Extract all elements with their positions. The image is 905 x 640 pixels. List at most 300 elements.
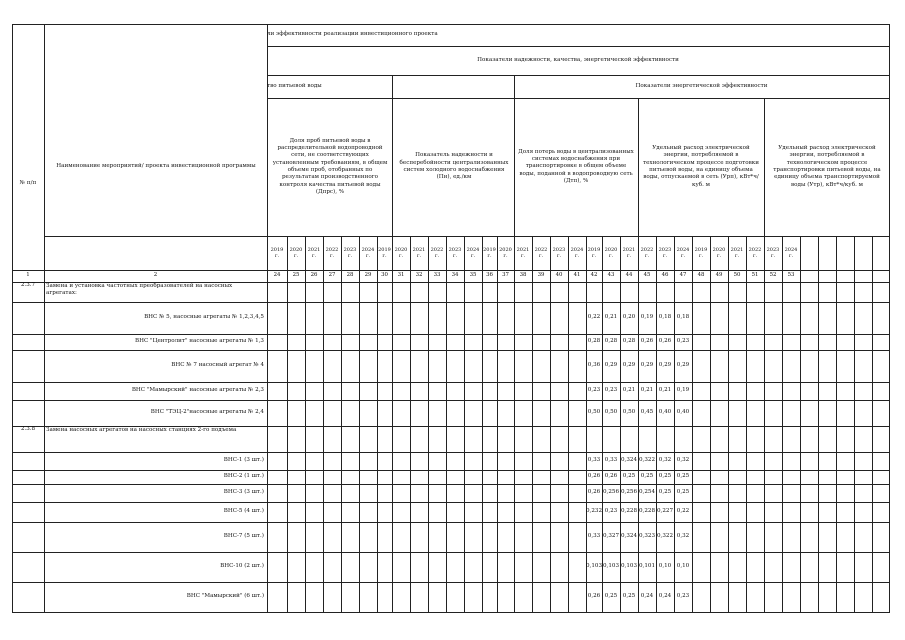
number-cell-text: 36 — [486, 272, 493, 279]
year-cell — [377, 238, 392, 268]
value-cell — [620, 334, 638, 350]
number-cell-text: 45 — [643, 272, 651, 279]
year-suffix: г. — [311, 253, 317, 259]
row-name — [46, 582, 264, 612]
number-cell-text: 37 — [502, 272, 509, 279]
row-name — [46, 552, 264, 582]
year-cell — [446, 238, 464, 268]
year-rule — [287, 236, 288, 613]
value-cell-text: 0,25 — [622, 593, 636, 600]
row-num — [12, 400, 44, 426]
number-cell-text: 47 — [679, 272, 687, 279]
year-cell — [764, 238, 782, 268]
col-quality-heading — [270, 100, 390, 234]
year-cell — [410, 238, 428, 268]
value-cell — [674, 582, 692, 612]
value-cell-text: 0,28 — [622, 338, 636, 345]
row-name — [46, 470, 264, 484]
value-cell — [620, 302, 638, 334]
value-cell — [656, 452, 674, 470]
year-rule — [692, 236, 693, 613]
year-suffix: г. — [626, 253, 632, 259]
year-cell — [746, 238, 764, 268]
number-cell-text: 40 — [555, 272, 563, 279]
value-cell — [656, 334, 674, 350]
value-cell — [674, 334, 692, 350]
year-rule — [800, 236, 801, 613]
row-name-text: ВНС-5 (4 шт.) — [223, 508, 264, 515]
year-cell — [620, 238, 638, 268]
value-cell-text: 0,23 — [604, 387, 618, 394]
year-cell-text: 2019 — [483, 246, 496, 253]
row-name-text: Замена и установка частотных преобразователей на насосных агрегатах: — [46, 283, 233, 297]
year-cell-text: 2023 — [343, 246, 357, 253]
value-cell-text: 0,25 — [622, 473, 636, 480]
number-cell — [656, 270, 674, 282]
row-name-text: ВНС-3 (3 шт.) — [223, 489, 264, 496]
year-cell — [341, 238, 359, 268]
value-cell-text: 0,24 — [640, 593, 654, 600]
value-cell — [674, 522, 692, 552]
row-name-text: ВНС-10 (2 шт.) — [220, 563, 264, 570]
row-num — [12, 484, 44, 502]
year-suffix: г. — [538, 253, 544, 259]
value-cell — [602, 452, 620, 470]
year-rule — [746, 236, 747, 613]
value-cell-text: 0,26 — [587, 489, 601, 496]
year-cell-text: 2022 — [640, 246, 654, 253]
year-suffix: г. — [680, 253, 686, 259]
value-cell — [638, 382, 656, 400]
value-cell — [656, 522, 674, 552]
year-rule — [359, 236, 360, 613]
row-num — [12, 350, 44, 382]
value-cell — [656, 382, 674, 400]
year-cell-text: 2023 — [766, 246, 780, 253]
year-suffix: г. — [382, 253, 387, 259]
value-cell-text: 0,28 — [604, 338, 618, 345]
row-name-text: ВНС "ТЭЦ-2"насосные агрегаты № 2,4 — [150, 409, 264, 416]
table-top-rule — [12, 24, 890, 25]
value-cell — [638, 350, 656, 382]
value-cell-text: 0,21 — [640, 387, 654, 394]
year-cell — [514, 238, 532, 268]
number-cell-text: 28 — [346, 272, 354, 279]
value-cell-text: 0,20 — [622, 314, 636, 321]
number-cell-text: 48 — [697, 272, 705, 279]
value-cell — [674, 452, 692, 470]
year-cell — [482, 238, 497, 268]
year-rule — [341, 236, 342, 613]
year-cell — [728, 238, 746, 268]
value-cell — [620, 382, 638, 400]
year-cell-text: 2022 — [534, 246, 548, 253]
value-cell-text: 0,19 — [676, 387, 690, 394]
value-cell — [656, 502, 674, 522]
row-num — [12, 334, 44, 350]
value-cell — [638, 484, 656, 502]
value-cell-text: 0,23 — [604, 508, 618, 515]
value-cell — [602, 522, 620, 552]
col-quality-heading-text: Доля проб питьевой воды в распределительной водопроводной сети, не соответствующих установленным требованиям, в общем объеме проб, отобранных по результатам производственного контроля качества питьевой воды (Дпрс), % — [272, 137, 388, 195]
column-rule — [267, 24, 268, 613]
year-suffix: г. — [716, 253, 722, 259]
value-cell-text: 0,36 — [587, 362, 601, 369]
year-cell — [674, 238, 692, 268]
value-cell-text: 0,101 — [638, 563, 655, 570]
row-name-text: ВНС-7 (5 шт.) — [223, 533, 264, 540]
value-cell-text: 0,32 — [676, 533, 690, 540]
value-cell-text: 0,25 — [658, 473, 672, 480]
number-cell-text: 30 — [381, 272, 388, 279]
year-suffix: г. — [503, 253, 508, 259]
year-rule — [818, 236, 819, 613]
value-cell — [674, 484, 692, 502]
year-suffix: г. — [608, 253, 614, 259]
year-cell — [267, 238, 287, 268]
value-cell-text: 0,103 — [620, 563, 637, 570]
year-rule — [532, 236, 533, 613]
year-suffix: г. — [293, 253, 299, 259]
row-num — [12, 552, 44, 582]
year-cell-text: 2019 — [694, 246, 708, 253]
year-cell — [656, 238, 674, 268]
number-cell-text: 53 — [787, 272, 795, 279]
number-cell-text: 41 — [573, 272, 581, 279]
number-cell-text: 49 — [715, 272, 723, 279]
year-suffix: г. — [662, 253, 668, 259]
value-cell-text: 0,254 — [638, 489, 655, 496]
value-cell-text: 0,25 — [676, 489, 690, 496]
number-cell — [482, 270, 497, 282]
value-cell-text: 0,324 — [620, 533, 637, 540]
value-cell-text: 0,26 — [658, 338, 672, 345]
col-name-heading — [56, 98, 256, 236]
value-cell-text: 0,33 — [587, 533, 601, 540]
number-cell-text: 31 — [397, 272, 405, 279]
value-cell-text: 0,103 — [602, 563, 619, 570]
row-name-text: Замена насосных агрегатов на насосных станциях 2-го подъема — [46, 427, 237, 433]
year-suffix: г. — [734, 253, 740, 259]
number-cell — [710, 270, 728, 282]
value-cell-text: 0,232 — [586, 508, 602, 515]
year-suffix: г. — [520, 253, 526, 259]
value-cell-text: 0,32 — [676, 457, 690, 464]
value-cell-text: 0,29 — [640, 362, 654, 369]
row-name — [46, 502, 264, 522]
year-cell-text: 2020 — [712, 246, 726, 253]
value-cell — [602, 382, 620, 400]
value-cell — [586, 400, 602, 426]
value-cell — [638, 502, 656, 522]
top-title — [267, 27, 597, 43]
number-cell — [392, 270, 410, 282]
quality-title-text: тво питьевой воды — [267, 83, 322, 90]
year-cell-text: 2023 — [552, 246, 566, 253]
year-cell-text: 2021 — [730, 246, 744, 253]
value-cell — [656, 350, 674, 382]
number-cell-text: 29 — [364, 272, 372, 279]
year-suffix: г. — [752, 253, 758, 259]
value-cell — [620, 522, 638, 552]
year-cell-text: 2024 — [570, 246, 584, 253]
value-cell-text: 0,103 — [586, 563, 602, 570]
year-cell — [428, 238, 446, 268]
column-rule — [764, 98, 765, 613]
value-cell — [586, 470, 602, 484]
value-cell — [674, 302, 692, 334]
row-num — [12, 502, 44, 522]
value-cell-text: 0,29 — [658, 362, 672, 369]
row-num — [12, 582, 44, 612]
value-cell-text: 0,24 — [658, 593, 672, 600]
value-cell-text: 0,324 — [620, 457, 637, 464]
number-cell-text: 34 — [451, 272, 459, 279]
value-cell-text: 0,25 — [676, 473, 690, 480]
number-cell-text: 39 — [537, 272, 545, 279]
column-rule — [514, 75, 515, 613]
year-rule — [854, 236, 855, 613]
value-cell-text: 0,25 — [658, 489, 672, 496]
number-cell — [410, 270, 428, 282]
number-cell — [568, 270, 586, 282]
col-reliability-heading-text: Показатель надежности и бесперебойности централизованных систем холодного водоснабжения (Пн), ед./км — [399, 152, 509, 181]
value-cell — [602, 502, 620, 522]
column-rule — [44, 24, 45, 613]
row-num-text: 2.3.7 — [20, 282, 36, 288]
number-cell-text: 43 — [607, 272, 615, 279]
value-cell — [638, 552, 656, 582]
year-cell — [782, 238, 800, 268]
number-cell-text: 32 — [415, 272, 423, 279]
value-cell — [586, 302, 602, 334]
number-cell-text: 33 — [433, 272, 441, 279]
row-name — [46, 522, 264, 552]
number-cell-text: 42 — [590, 272, 598, 279]
number-cell-text: 50 — [733, 272, 741, 279]
col-energy-prep-heading-text: Удельный расход электрической энергии, потребляемой в технологическом процессе подготовки питьевой воды, на единицу объема воды, отпускаемой в сеть (Урп), кВт*ч/куб. м — [643, 145, 759, 188]
year-cell — [692, 238, 710, 268]
value-cell — [620, 350, 638, 382]
value-cell — [674, 350, 692, 382]
value-cell — [586, 452, 602, 470]
year-suffix: г. — [470, 253, 476, 259]
value-cell-text: 0,26 — [640, 338, 654, 345]
number-cell — [746, 270, 764, 282]
number-cell — [44, 270, 267, 282]
year-suffix: г. — [770, 253, 776, 259]
value-cell — [620, 484, 638, 502]
value-cell — [602, 334, 620, 350]
value-cell-text: 0,10 — [658, 563, 672, 570]
value-cell-text: 0,256 — [620, 489, 637, 496]
row-num — [12, 382, 44, 400]
value-cell — [586, 502, 602, 522]
number-cell-text: 1 — [26, 272, 30, 279]
number-cell — [12, 270, 44, 282]
value-cell — [586, 582, 602, 612]
year-suffix: г. — [434, 253, 440, 259]
number-cell — [497, 270, 514, 282]
year-rule — [497, 236, 498, 613]
value-cell-text: 0,323 — [638, 533, 655, 540]
row-name — [46, 350, 264, 382]
value-cell-text: 0,322 — [656, 533, 673, 540]
number-cell — [550, 270, 568, 282]
year-cell-text: 2024 — [676, 246, 690, 253]
number-cell — [692, 270, 710, 282]
year-cell-text: 2020 — [499, 246, 512, 253]
value-cell-text: 0,33 — [604, 457, 618, 464]
row-num — [12, 426, 44, 452]
year-rule — [410, 236, 411, 613]
year-rule — [305, 236, 306, 613]
value-cell-text: 0,28 — [587, 338, 601, 345]
value-cell — [638, 334, 656, 350]
number-cell-text: 2 — [153, 272, 158, 279]
year-rule — [550, 236, 551, 613]
number-cell-text: 51 — [751, 272, 759, 279]
col-losses-heading — [518, 100, 634, 234]
number-cell — [359, 270, 377, 282]
row-name — [46, 452, 264, 470]
value-cell-text: 0,21 — [604, 314, 618, 321]
year-cell — [464, 238, 482, 268]
value-cell — [586, 382, 602, 400]
value-cell — [656, 484, 674, 502]
year-suffix: г. — [452, 253, 458, 259]
year-suffix: г. — [574, 253, 580, 259]
row-name-text: ВНС "Мамырский" насосные агрегаты № 2,3 — [131, 387, 264, 394]
number-cell — [586, 270, 602, 282]
value-cell-text: 0,29 — [622, 362, 636, 369]
energy-title-text: Показатели энергетической эффективности — [635, 83, 768, 90]
row-name-text: ВНС-1 (3 шт.) — [223, 457, 264, 464]
row-name — [46, 484, 264, 502]
value-cell-text: 0,256 — [602, 489, 619, 496]
value-cell — [620, 470, 638, 484]
col-energy-transport-heading — [768, 100, 886, 234]
value-cell-text: 0,26 — [587, 593, 601, 600]
year-cell — [287, 238, 305, 268]
year-cell — [305, 238, 323, 268]
value-cell — [602, 350, 620, 382]
value-cell — [620, 400, 638, 426]
row-name — [46, 283, 264, 302]
number-cell-text: 38 — [519, 272, 527, 279]
row-name-text: ВНС "Центролит" насосные агрегаты № 1,3 — [135, 338, 264, 345]
row-name-text: ВНС № 7 насосный агрегат № 4 — [171, 362, 264, 369]
value-cell — [674, 382, 692, 400]
number-cell — [514, 270, 532, 282]
year-rule — [482, 236, 483, 613]
row-name-text: ВНС "Мамырский" (6 шт.) — [186, 593, 264, 600]
value-cell-text: 0,21 — [658, 387, 672, 394]
value-cell-text: 0,50 — [604, 409, 618, 416]
value-cell — [638, 470, 656, 484]
year-suffix: г. — [698, 253, 704, 259]
value-cell — [674, 502, 692, 522]
year-cell — [532, 238, 550, 268]
number-cell — [764, 270, 782, 282]
value-cell-text: 0,26 — [587, 473, 601, 480]
row-name-text: ВНС-2 (1 шт.) — [223, 473, 264, 480]
value-cell-text: 0,29 — [676, 362, 690, 369]
number-cell-text: 24 — [273, 272, 281, 279]
number-cell — [267, 270, 287, 282]
value-cell-text: 0,23 — [587, 387, 601, 394]
year-suffix: г. — [347, 253, 353, 259]
year-suffix: г. — [329, 253, 335, 259]
value-cell-text: 0,29 — [604, 362, 618, 369]
value-cell — [674, 400, 692, 426]
header-rule — [267, 98, 890, 99]
row-num — [12, 452, 44, 470]
year-suffix: г. — [487, 253, 492, 259]
value-cell — [638, 302, 656, 334]
year-suffix: г. — [556, 253, 562, 259]
value-cell — [620, 582, 638, 612]
year-suffix: г. — [416, 253, 422, 259]
year-cell — [568, 238, 586, 268]
year-cell — [602, 238, 620, 268]
year-cell-text: 2022 — [748, 246, 762, 253]
value-cell — [586, 552, 602, 582]
year-cell-text: 2023 — [658, 246, 672, 253]
year-cell — [638, 238, 656, 268]
value-cell-text: 0,22 — [676, 508, 690, 515]
year-cell — [392, 238, 410, 268]
row-name — [46, 427, 264, 452]
number-cell-text: 35 — [469, 272, 477, 279]
value-cell — [586, 350, 602, 382]
value-cell — [656, 400, 674, 426]
year-cell — [497, 238, 514, 268]
row-name — [46, 334, 264, 350]
year-rule — [377, 236, 378, 613]
number-cell — [728, 270, 746, 282]
energy-title — [514, 78, 889, 96]
year-cell-text: 2024 — [466, 246, 480, 253]
year-cell-text: 2021 — [622, 246, 636, 253]
value-cell-text: 0,22 — [587, 314, 601, 321]
col-energy-prep-heading — [642, 100, 760, 234]
year-cell-text: 2019 — [378, 246, 391, 253]
number-cell — [287, 270, 305, 282]
value-cell — [656, 302, 674, 334]
year-cell-text: 2022 — [430, 246, 444, 253]
value-cell — [620, 452, 638, 470]
value-cell — [638, 452, 656, 470]
value-cell-text: 0,18 — [676, 314, 690, 321]
col-losses-heading-text: Доля потерь воды в централизованных системах водоснабжения при транспортировке в общем объеме воды, поданной в водопроводную сеть (Дтп), % — [518, 148, 634, 184]
year-suffix: г. — [365, 253, 371, 259]
year-cell-text: 2024 — [784, 246, 798, 253]
value-cell-text: 0,23 — [676, 593, 690, 600]
year-cell — [586, 238, 602, 268]
year-cell-text: 2022 — [325, 246, 339, 253]
year-suffix: г. — [274, 253, 280, 259]
header-rule — [267, 46, 890, 47]
value-cell — [674, 470, 692, 484]
year-suffix: г. — [591, 253, 597, 259]
col-energy-transport-heading-text: Удельный расход электрической энергии, потребляемой в технологическом процессе транспортировки питьевой воды, на единицу объема транспортируемой воды (Утр), кВт*ч/куб. м — [773, 145, 881, 188]
value-cell — [674, 552, 692, 582]
value-cell-text: 0,10 — [676, 563, 690, 570]
value-cell-text: 0,228 — [620, 508, 637, 515]
value-cell-text: 0,228 — [638, 508, 655, 515]
header-rule — [267, 75, 890, 76]
